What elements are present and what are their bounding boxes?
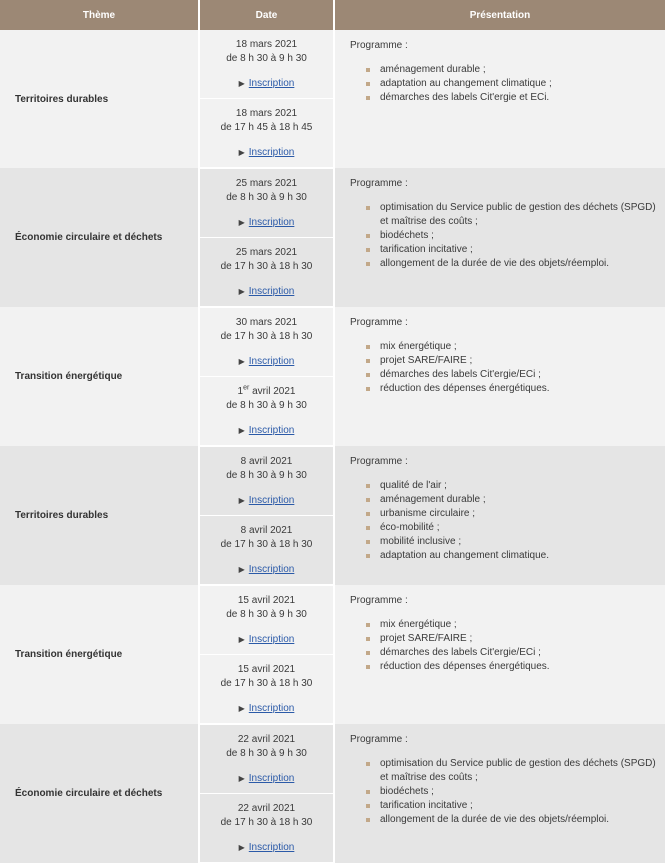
list-item-text: biodéchets ; [380, 786, 434, 797]
column-header-date: Date [199, 0, 334, 30]
session-time: de 8 h 30 à 9 h 30 [226, 399, 307, 411]
play-arrow-icon: ▶ [238, 495, 245, 505]
session-time: de 8 h 30 à 9 h 30 [226, 191, 307, 203]
list-item-text: optimisation du Service public de gestion des déchets (SPGD) et maîtrise des coûts ; [380, 758, 656, 783]
session-time: de 17 h 30 à 18 h 30 [220, 538, 313, 550]
square-bullet-icon [366, 359, 370, 363]
session-date: 18 mars 2021 [235, 107, 298, 119]
session-date: 22 avril 2021 [237, 802, 296, 814]
list-item [366, 354, 665, 368]
column-header-presentation: Présentation [334, 0, 665, 30]
session-date: 22 avril 2021 [237, 733, 296, 745]
session-cell [199, 655, 334, 725]
list-item-text: allongement de la durée de vie des objets/réemploi. [380, 814, 610, 825]
square-bullet-icon [366, 387, 370, 391]
inscription-link[interactable]: Inscription [248, 146, 295, 158]
list-item-text: réduction des dépenses énergétiques. [380, 661, 550, 672]
list-item [366, 549, 665, 563]
square-bullet-icon [366, 82, 370, 86]
list-item-text: démarches des labels Cit'ergie/ECi ; [380, 647, 541, 658]
list-item [366, 535, 665, 549]
list-item-text: urbanisme circulaire ; [380, 508, 476, 519]
table-row [0, 724, 665, 794]
list-item-text: projet SARE/FAIRE ; [380, 633, 473, 644]
registration [200, 772, 333, 786]
program-label: Programme : [350, 734, 408, 745]
square-bullet-icon [366, 512, 370, 516]
square-bullet-icon [366, 484, 370, 488]
list-item [366, 757, 665, 785]
table-body [0, 30, 665, 863]
session-cell [199, 794, 334, 864]
session-date [200, 385, 333, 399]
square-bullet-icon [366, 665, 370, 669]
presentation-cell [334, 307, 665, 446]
program-label: Programme : [350, 317, 408, 328]
square-bullet-icon [366, 68, 370, 72]
list-item [366, 229, 665, 243]
play-arrow-icon: ▶ [238, 773, 245, 783]
list-item [366, 368, 665, 382]
session-date: 18 mars 2021 [235, 38, 298, 50]
program-list [350, 340, 665, 396]
play-arrow-icon: ▶ [238, 217, 245, 227]
list-item-text: réduction des dépenses énergétiques. [380, 383, 550, 394]
session-cell [199, 168, 334, 238]
square-bullet-icon [366, 818, 370, 822]
session-date-day: 1 [237, 385, 244, 397]
play-arrow-icon: ▶ [238, 286, 245, 296]
list-item-text: biodéchets ; [380, 230, 434, 241]
presentation-cell [334, 168, 665, 307]
program-label: Programme : [350, 456, 408, 467]
inscription-link[interactable]: Inscription [248, 77, 295, 89]
inscription-link[interactable]: Inscription [248, 841, 295, 853]
column-header-theme: Thème [0, 0, 199, 30]
list-item-text: démarches des labels Cit'ergie et ECi. [380, 92, 550, 103]
theme-cell: Économie circulaire et déchets [0, 168, 199, 307]
list-item [366, 243, 665, 257]
registration [200, 563, 333, 577]
session-time: de 8 h 30 à 9 h 30 [226, 747, 307, 759]
session-date: 30 mars 2021 [235, 316, 298, 328]
list-item [366, 646, 665, 660]
square-bullet-icon [366, 234, 370, 238]
square-bullet-icon [366, 623, 370, 627]
list-item [366, 493, 665, 507]
list-item-text: aménagement durable ; [380, 64, 486, 75]
play-arrow-icon: ▶ [238, 425, 245, 435]
registration [200, 424, 333, 438]
session-time: de 8 h 30 à 9 h 30 [226, 469, 307, 481]
list-item [366, 201, 665, 229]
list-item [366, 660, 665, 674]
list-item [366, 507, 665, 521]
session-cell [199, 446, 334, 516]
list-item [366, 77, 665, 91]
play-arrow-icon: ▶ [238, 703, 245, 713]
list-item-text: mix énergétique ; [380, 341, 457, 352]
list-item-text: optimisation du Service public de gestion des déchets (SPGD) et maîtrise des coûts ; [380, 202, 656, 227]
table-row [0, 30, 665, 99]
program-list [350, 757, 665, 827]
play-arrow-icon: ▶ [238, 78, 245, 88]
table-row [0, 168, 665, 238]
list-item [366, 618, 665, 632]
square-bullet-icon [366, 804, 370, 808]
theme-cell: Économie circulaire et déchets [0, 724, 199, 863]
theme-cell: Territoires durables [0, 30, 199, 168]
presentation-cell [334, 585, 665, 724]
session-cell [199, 307, 334, 377]
session-cell [199, 516, 334, 586]
list-item-text: adaptation au changement climatique. [380, 550, 550, 561]
list-item-text: mix énergétique ; [380, 619, 457, 630]
table-row [0, 585, 665, 655]
list-item [366, 632, 665, 646]
session-date: 15 avril 2021 [237, 663, 296, 675]
session-time: de 8 h 30 à 9 h 30 [226, 608, 307, 620]
registration [200, 355, 333, 369]
list-item-text: mobilité inclusive ; [380, 536, 462, 547]
list-item [366, 340, 665, 354]
session-cell [199, 377, 334, 447]
list-item [366, 257, 665, 271]
program-label: Programme : [350, 178, 408, 189]
registration [200, 77, 333, 91]
program-list [350, 618, 665, 674]
session-time: de 17 h 30 à 18 h 30 [220, 330, 313, 342]
session-date: 15 avril 2021 [237, 594, 296, 606]
list-item-text: éco-mobilité ; [380, 522, 440, 533]
inscription-link[interactable]: Inscription [248, 563, 295, 575]
session-time: de 17 h 30 à 18 h 30 [220, 816, 313, 828]
list-item-text: qualité de l'air ; [380, 480, 447, 491]
square-bullet-icon [366, 206, 370, 210]
square-bullet-icon [366, 762, 370, 766]
session-date: 8 avril 2021 [240, 455, 293, 467]
session-cell [199, 238, 334, 308]
session-cell [199, 585, 334, 655]
square-bullet-icon [366, 498, 370, 502]
list-item [366, 521, 665, 535]
table-header-row [0, 0, 665, 30]
registration [200, 841, 333, 855]
list-item-text: démarches des labels Cit'ergie/ECi ; [380, 369, 541, 380]
list-item [366, 382, 665, 396]
play-arrow-icon: ▶ [238, 842, 245, 852]
session-time: de 17 h 45 à 18 h 45 [220, 121, 313, 133]
program-label: Programme : [350, 595, 408, 606]
theme-cell: Territoires durables [0, 446, 199, 585]
square-bullet-icon [366, 651, 370, 655]
inscription-link[interactable]: Inscription [248, 355, 295, 367]
registration [200, 702, 333, 716]
program-list [350, 479, 665, 563]
list-item-text: tarification incitative ; [380, 800, 473, 811]
list-item-text: allongement de la durée de vie des objets/réemploi. [380, 258, 610, 269]
registration [200, 216, 333, 230]
presentation-cell [334, 724, 665, 863]
registration [200, 146, 333, 160]
inscription-link[interactable]: Inscription [248, 424, 295, 436]
registration [200, 633, 333, 647]
session-time: de 8 h 30 à 9 h 30 [226, 52, 307, 64]
session-date: 25 mars 2021 [235, 246, 298, 258]
session-date-ordinal: er [243, 384, 250, 392]
list-item [366, 785, 665, 799]
session-date: 25 mars 2021 [235, 177, 298, 189]
inscription-link[interactable]: Inscription [248, 633, 295, 645]
square-bullet-icon [366, 554, 370, 558]
square-bullet-icon [366, 96, 370, 100]
session-time: de 17 h 30 à 18 h 30 [220, 677, 313, 689]
session-date-month: avril 2021 [249, 385, 296, 397]
list-item-text: aménagement durable ; [380, 494, 486, 505]
program-list [350, 63, 665, 105]
list-item [366, 813, 665, 827]
list-item-text: adaptation au changement climatique ; [380, 78, 552, 89]
square-bullet-icon [366, 526, 370, 530]
list-item [366, 91, 665, 105]
square-bullet-icon [366, 540, 370, 544]
list-item [366, 63, 665, 77]
square-bullet-icon [366, 248, 370, 252]
play-arrow-icon: ▶ [238, 634, 245, 644]
session-date: 8 avril 2021 [240, 524, 293, 536]
program-label: Programme : [350, 40, 408, 51]
table-row [0, 446, 665, 516]
list-item [366, 799, 665, 813]
inscription-link[interactable]: Inscription [248, 702, 295, 714]
program-list [350, 201, 665, 271]
square-bullet-icon [366, 345, 370, 349]
inscription-link[interactable]: Inscription [248, 216, 295, 228]
theme-cell: Transition énergétique [0, 307, 199, 446]
square-bullet-icon [366, 790, 370, 794]
registration [200, 285, 333, 299]
inscription-link[interactable]: Inscription [248, 285, 295, 297]
presentation-cell [334, 446, 665, 585]
play-arrow-icon: ▶ [238, 356, 245, 366]
table-row [0, 307, 665, 377]
list-item [366, 479, 665, 493]
list-item-text: projet SARE/FAIRE ; [380, 355, 473, 366]
square-bullet-icon [366, 637, 370, 641]
play-arrow-icon: ▶ [238, 564, 245, 574]
registration [200, 494, 333, 508]
session-cell [199, 30, 334, 99]
inscription-link[interactable]: Inscription [248, 772, 295, 784]
session-time: de 17 h 30 à 18 h 30 [220, 260, 313, 272]
square-bullet-icon [366, 262, 370, 266]
play-arrow-icon: ▶ [238, 147, 245, 157]
theme-cell: Transition énergétique [0, 585, 199, 724]
inscription-link[interactable]: Inscription [248, 494, 295, 506]
square-bullet-icon [366, 373, 370, 377]
list-item-text: tarification incitative ; [380, 244, 473, 255]
presentation-cell [334, 30, 665, 168]
session-cell [199, 99, 334, 169]
session-cell [199, 724, 334, 794]
